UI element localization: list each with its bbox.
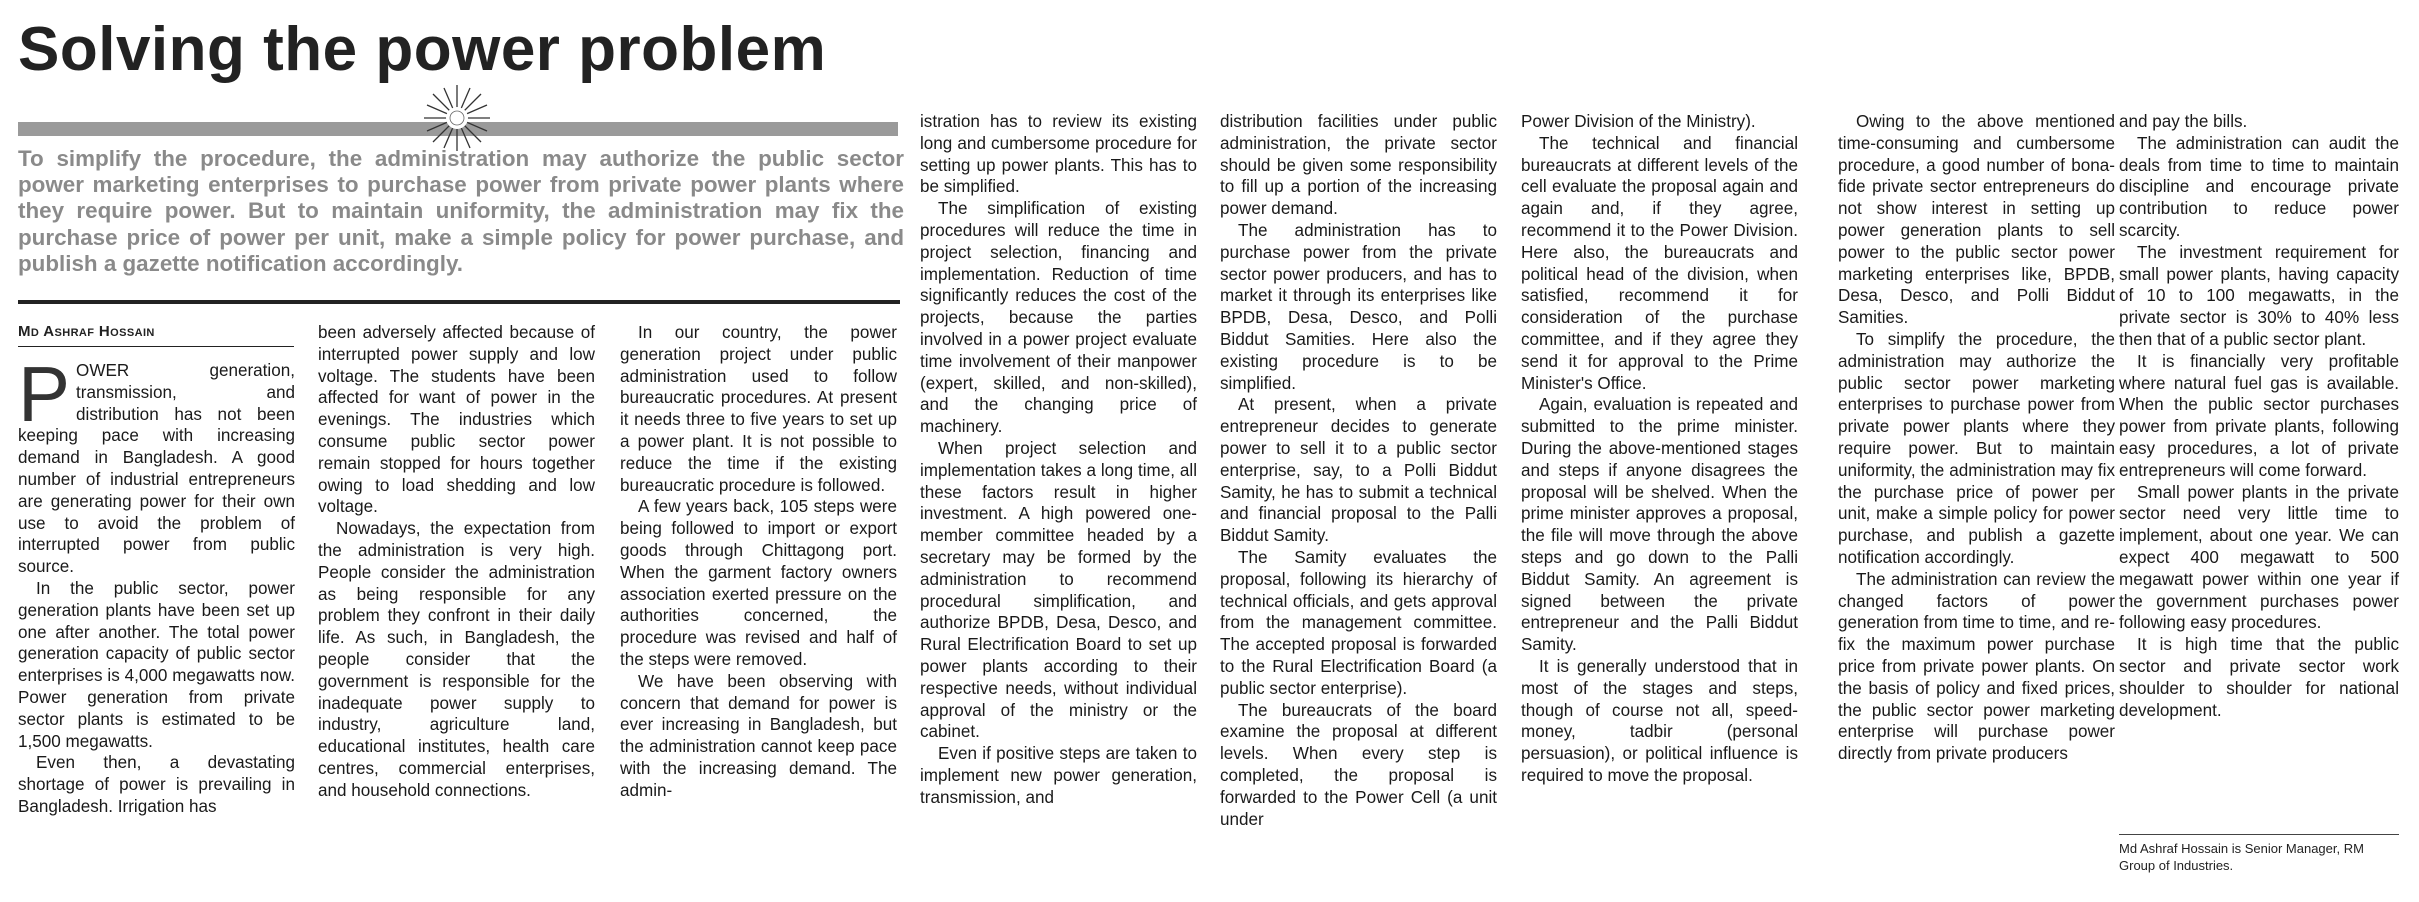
paragraph: It is financially very profitable where natural fuel gas is available. When the public sector purchases power from private plants, following easy procedures, a lot of private entrepreneurs will come forward. (2119, 351, 2399, 480)
column-7 (1838, 111, 2115, 765)
paragraph: istration has to review its existing long and cumbersome procedure for setting up power plants. This has to be simplified. (920, 112, 1197, 197)
paragraph: When project selection and implementation takes a long time, all these factors result in higher investment. A high powered one-member committee headed by a secretary may be formed by the administration to recommend procedural simplification, and authorize BPDB, Desa, Desco, and Rural Electrification Board to set up power plants according to their respective needs, without individual approval of the ministry or the cabinet. (920, 438, 1197, 742)
column-1 (18, 350, 295, 818)
paragraph: The technical and financial bureaucrats at different levels of the cell evaluate the proposal again and again and, if they agree, recommend it to the Power Division. Here also, the bureaucrats and political head of the division, when satisfied, recommend it for consideration of the purchase committee, and if they agree they send it for approval to the Prime Minister's Office. (1521, 133, 1798, 393)
byline: Md Ashraf Hossain (18, 323, 155, 340)
paragraph: At present, when a private entrepreneur decides to generate power to sell it to a public sector enterprise, say, to a Polli Biddut Samity, he has to submit a technical and financial proposal to the Palli Biddut Samity. (1220, 395, 1497, 546)
paragraph: Even then, a devastating shortage of power is prevailing in Bangladesh. Irrigation has (18, 753, 295, 816)
paragraph: Owing to the above mentioned time-consuming and cumbersome procedure, a good number of bona-fide private sector entrepreneurs do not show interest in setting up power generation plants to sell power to the public sector power marketing enterprises like, BPDB, Desa, Desco, and Polli Biddut Samities. (1838, 112, 2115, 328)
column-4 (920, 111, 1197, 809)
paragraph: The bureaucrats of the board examine the proposal at different levels. When every step is completed, the proposal is forwarded to the Power Cell (a unit under (1220, 700, 1497, 829)
paragraph: We have been observing with concern that demand for power is ever increasing in Bangladesh, but the administration cannot keep pace with the increasing demand. The admin- (620, 671, 897, 800)
paragraph: distribution facilities under public administration, the private sector should be given some responsibility to fill up a portion of the increasing power demand. (1220, 112, 1497, 219)
paragraph: and pay the bills. (2119, 112, 2248, 131)
headline: Solving the power problem (18, 15, 827, 84)
deck-rule (18, 300, 900, 304)
column-3 (620, 322, 897, 802)
author-note-rule (2119, 834, 2399, 835)
paragraph: Small power plants in the private sector need very little time to implement, about one year. We can expect 400 megawatt to 500 megawatt power within one year if the government purchases power following easy procedures. (2119, 482, 2399, 633)
paragraph: It is high time that the public sector and private sector work shoulder to shoulder for national development. (2119, 635, 2399, 720)
paragraph: To simplify the procedure, the administration may authorize the public sector power marketing enterprises to purchase power from private power plants where they require power. But to maintain uniformity, the administration may fix the purchase price of power per unit, make a simple policy for power purchase, and publish a gazette notification accordingly. (1838, 329, 2115, 567)
column-8 (2119, 111, 2399, 721)
author-note: Md Ashraf Hossain is Senior Manager, RM Group of Industries. (2119, 841, 2364, 873)
byline-rule (18, 346, 294, 347)
paragraph: been adversely affected because of interrupted power supply and low voltage. The students have been affected for want of power in the evenings. The industries which consume public sector power remain stopped for hours together owing to load shedding and low voltage. (318, 323, 595, 517)
paragraph: Again, evaluation is repeated and submitted to the prime minister. During the above-mentioned stages and steps if anyone disagrees the proposal will be shelved. When the prime minister approves a proposal, the file will move through the above steps and go down to the Palli Biddut Samity. An agreement is signed between the private entrepreneur and the Palli Biddut Samity. (1521, 395, 1798, 655)
paragraph: The investment requirement for small power plants, having capacity of 10 to 100 megawatts, in the private sector is 30% to 40% less then that of a public sector plant. (2119, 242, 2399, 349)
deck-pullquote: To simplify the procedure, the administration may authorize the public sector power marketing enterprises to purchase power from private power plants where they require power. But to maintain uniformity, the administration may fix the purchase price of power per unit, make a simple policy for power purchase, and publish a gazette notification accordingly. (18, 146, 904, 276)
column-5 (1220, 111, 1497, 830)
paragraph: In the public sector, power generation plants have been set up one after another. The total power generation capacity of public sector enterprises is 4,000 megawatts now. Power generation from private sector plants is estimated to be 1,500 megawatts. (18, 578, 295, 751)
paragraph: Even if positive steps are taken to implement new power generation, transmission, and (920, 744, 1197, 807)
paragraph: The administration can review the changed factors of power generation from time to time, and re-fix the maximum power purchase price from private power plants. On the basis of policy and fixed prices, the public sector power marketing enterprise will purchase power directly from private producers (1838, 569, 2115, 764)
column-6 (1521, 111, 1798, 787)
paragraph: The simplification of existing procedures will reduce the time in project selection, financing and implementation. Reduction of time significantly reduces the cost of the projects, because the parties involved in a power project evaluate time involvement of their manpower (expert, skilled, and non-skilled), and the changing price of machinery. (920, 199, 1197, 437)
paragraph: A few years back, 105 steps were being followed to import or export goods through Chittagong port. When the garment factory owners association exerted pressure on the authorities concerned, the procedure was revised and half of the steps were removed. (620, 497, 897, 669)
paragraph: The administration can audit the deals from time to time to maintain discipline and encourage private contribution to reduce power scarcity. (2119, 133, 2399, 240)
paragraph: Power Division of the Ministry). (1521, 112, 1756, 131)
paragraph: The administration has to purchase power from the private sector power producers, and has to market it through its enterprises like BPDB, Desa, Desco, and Polli Biddut Samities. Here also the existing procedure is to be simplified. (1220, 220, 1497, 393)
paragraph: Nowadays, the expectation from the administration is very high. People consider the administration as being responsible for any problem they confront in their daily life. As such, in Bangladesh, the people consider that the government is responsible for the inadequate power supply to industry, agriculture land, educational institutes, health care centres, commercial enterprises, and household connections. (318, 519, 595, 800)
paragraph: In our country, the power generation project under public administration used to follow bureaucratic procedures. At present it needs three to five years to set up a power plant. It is not possible to reduce the time if the existing bureaucratic procedure is followed. (620, 323, 897, 495)
starburst-icon (422, 83, 492, 153)
drop-cap: P (18, 350, 71, 438)
paragraph: POWER generation, transmission, and distribution has not been keeping pace with increasing demand in Bangladesh. A good number of industrial entrepreneurs are generating power for their own use to avoid the problem of interrupted power from public source. (18, 350, 295, 577)
paragraph: It is generally understood that in most of the stages and steps, though of course not all, speed-money, tadbir (personal persuasion), or political influence is required to move the proposal. (1521, 656, 1798, 785)
column-2 (318, 322, 595, 802)
paragraph: The Samity evaluates the proposal, following its hierarchy of technical officials, and gets approval from the management committee. The accepted proposal is forwarded to the Rural Electrification Board (a public sector enterprise). (1220, 547, 1497, 698)
